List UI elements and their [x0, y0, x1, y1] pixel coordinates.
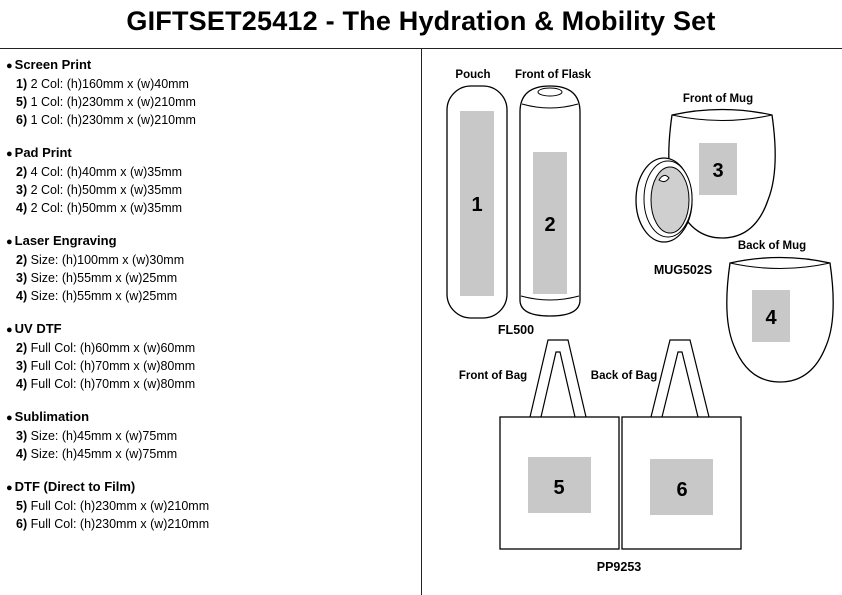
flask-top-cap: [538, 88, 562, 96]
label-front-flask: Front of Flask: [514, 69, 592, 81]
print-spec-text: Full Col: (h)70mm x (w)80mm: [30, 377, 196, 391]
position-number: 4): [16, 201, 28, 215]
print-method-name: Pad Print: [14, 145, 72, 160]
page-title: GIFTSET25412 - The Hydration & Mobility Set: [126, 6, 716, 36]
print-method-name: Laser Engraving: [14, 233, 117, 248]
label-back-mug: Back of Mug: [737, 240, 807, 252]
position-number: 4): [16, 289, 28, 303]
print-method-name: Screen Print: [14, 57, 92, 72]
position-4-label: 4: [765, 307, 777, 329]
label-front-mug: Front of Mug: [682, 93, 754, 105]
print-spec-text: 1 Col: (h)230mm x (w)210mm: [30, 95, 196, 109]
print-spec-text: Size: (h)55mm x (w)25mm: [30, 289, 178, 303]
position-number: 3): [16, 183, 28, 197]
position-number: 6): [16, 517, 28, 531]
position-1-label: 1: [471, 194, 483, 216]
print-method-name: DTF (Direct to Film): [14, 479, 136, 494]
bullet-icon: ●: [6, 236, 13, 248]
position-number: 4): [16, 447, 28, 461]
mug-code: MUG502S: [653, 263, 713, 277]
front-bag-handle: [530, 340, 586, 417]
print-spec-text: 2 Col: (h)50mm x (w)35mm: [30, 183, 183, 197]
position-2-label: 2: [544, 214, 556, 236]
position-number: 2): [16, 165, 28, 179]
label-back-bag: Back of Bag: [590, 370, 658, 382]
position-number: 3): [16, 429, 28, 443]
print-spec-text: Size: (h)45mm x (w)75mm: [30, 447, 178, 461]
print-spec-text: 1 Col: (h)230mm x (w)210mm: [30, 113, 196, 127]
print-spec-text: Full Col: (h)230mm x (w)210mm: [30, 499, 210, 513]
print-spec-text: Full Col: (h)70mm x (w)80mm: [30, 359, 196, 373]
print-spec-text: Full Col: (h)60mm x (w)60mm: [30, 341, 196, 355]
print-spec-text: 2 Col: (h)160mm x (w)40mm: [30, 77, 189, 91]
bullet-icon: ●: [6, 60, 13, 72]
label-pouch: Pouch: [455, 69, 491, 81]
position-number: 5): [16, 95, 28, 109]
print-spec-text: Size: (h)55mm x (w)25mm: [30, 271, 178, 285]
back-bag-handle: [651, 340, 709, 417]
print-method-name: Sublimation: [14, 409, 90, 424]
position-3-label: 3: [712, 160, 724, 182]
bullet-icon: ●: [6, 148, 13, 160]
position-number: 3): [16, 359, 28, 373]
position-number: 2): [16, 341, 28, 355]
mug-lid-inner: [651, 167, 689, 233]
print-method-name: UV DTF: [14, 321, 62, 336]
print-spec-text: 2 Col: (h)50mm x (w)35mm: [30, 201, 183, 215]
position-number: 3): [16, 271, 28, 285]
label-front-bag: Front of Bag: [458, 370, 528, 382]
position-number: 2): [16, 253, 28, 267]
bullet-icon: ●: [6, 412, 13, 424]
position-number: 5): [16, 499, 28, 513]
position-5-label: 5: [553, 477, 565, 499]
flask-code: FL500: [497, 323, 535, 337]
bullet-icon: ●: [6, 482, 13, 494]
position-number: 6): [16, 113, 28, 127]
print-spec-text: Size: (h)100mm x (w)30mm: [30, 253, 185, 267]
bag-code: PP9253: [596, 560, 642, 574]
print-spec-text: Size: (h)45mm x (w)75mm: [30, 429, 178, 443]
print-spec-text: 4 Col: (h)40mm x (w)35mm: [30, 165, 183, 179]
bullet-icon: ●: [6, 324, 13, 336]
position-6-label: 6: [676, 479, 688, 501]
print-spec-text: Full Col: (h)230mm x (w)210mm: [30, 517, 210, 531]
position-number: 4): [16, 377, 28, 391]
position-number: 1): [16, 77, 28, 91]
